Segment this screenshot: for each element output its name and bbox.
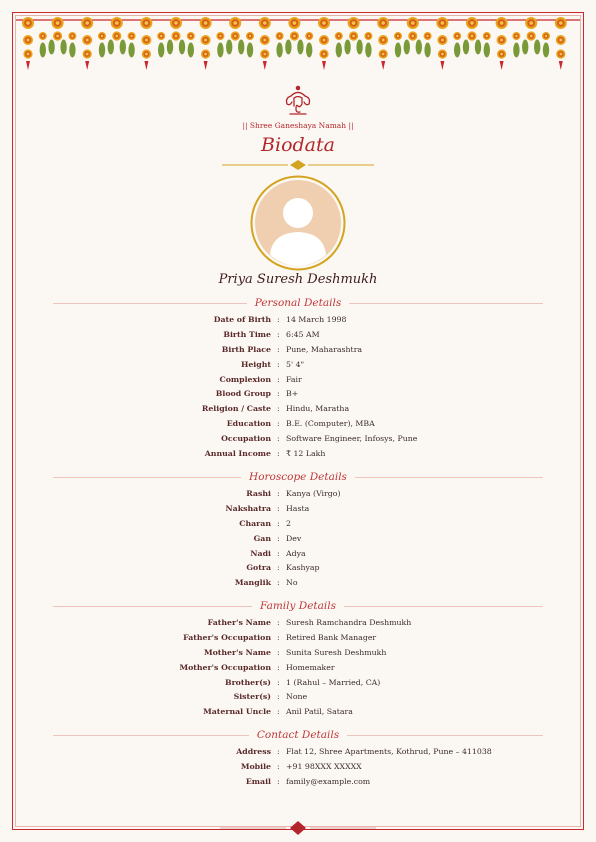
- marigold-flower: [467, 31, 476, 40]
- tassel-decoration: [500, 61, 504, 70]
- marigold-flower: [187, 32, 195, 40]
- marigold-flower: [53, 31, 62, 40]
- detail-value: Flat 12, Shree Apartments, Kothrud, Pune – 411038: [286, 747, 492, 756]
- marigold-flower: [497, 35, 507, 45]
- leaf-decoration: [522, 40, 528, 55]
- leaf-decoration: [179, 40, 185, 55]
- detail-row: [0, 487, 596, 502]
- marigold-flower: [260, 49, 269, 58]
- detail-label: Religion / Caste: [201, 404, 271, 414]
- tassel-decoration: [559, 61, 563, 70]
- detail-row: [0, 705, 596, 720]
- detail-row: [0, 532, 596, 547]
- leaf-decoration: [543, 43, 549, 58]
- detail-separator: :: [277, 548, 280, 558]
- section-header-0: [53, 296, 543, 310]
- detail-value: B+: [286, 389, 299, 399]
- detail-value: Adya: [286, 548, 306, 558]
- detail-separator: :: [277, 747, 280, 756]
- detail-separator: :: [277, 404, 280, 414]
- detail-row: [0, 631, 596, 646]
- detail-label: Father's Name: [207, 618, 271, 627]
- detail-value: Kanya (Virgo): [286, 489, 341, 498]
- detail-label: Mother's Name: [203, 647, 271, 657]
- detail-value: Hindu, Maratha: [286, 404, 350, 414]
- leaf-decoration: [69, 43, 75, 58]
- detail-row: [0, 616, 596, 631]
- detail-row: [0, 387, 596, 402]
- marigold-flower: [140, 17, 152, 29]
- detail-label: Education: [226, 419, 271, 429]
- marigold-flower: [290, 31, 299, 40]
- detail-value: 14 March 1998: [286, 315, 347, 324]
- leaf-decoration: [424, 43, 430, 58]
- section-rows-3: [0, 745, 596, 790]
- detail-row: [0, 576, 596, 591]
- detail-value: Homemaker: [286, 662, 335, 672]
- leaf-decoration: [48, 40, 54, 55]
- detail-label: Annual Income: [204, 449, 271, 459]
- detail-row: [0, 760, 596, 775]
- section-title: Family Details: [260, 600, 336, 612]
- section-header-3: [53, 728, 543, 742]
- detail-label: Brother(s): [224, 677, 271, 687]
- detail-value: Software Engineer, Infosys, Pune: [286, 434, 418, 444]
- leaf-decoration: [60, 40, 66, 55]
- leaf-decoration: [395, 43, 401, 58]
- section-header-1: [53, 470, 543, 484]
- marigold-flower: [83, 49, 92, 58]
- detail-row: [0, 358, 596, 373]
- marigold-flower: [319, 49, 328, 58]
- section-rule-right: [347, 735, 543, 736]
- tassel-decoration: [204, 61, 208, 70]
- detail-separator: :: [277, 761, 280, 771]
- marigold-flower: [556, 49, 565, 58]
- marigold-garland-decoration: [16, 14, 580, 74]
- detail-value: 1 (Rahul – Married, CA): [286, 677, 381, 687]
- leaf-decoration: [365, 43, 371, 58]
- marigold-flower: [497, 49, 506, 58]
- marigold-flower: [377, 17, 389, 29]
- detail-row: [0, 690, 596, 705]
- marigold-flower: [394, 32, 402, 40]
- leaf-decoration: [484, 43, 490, 58]
- detail-separator: :: [277, 662, 280, 672]
- detail-separator: :: [277, 329, 280, 339]
- detail-row: [0, 676, 596, 691]
- marigold-flower: [319, 35, 329, 45]
- detail-label: Gan: [253, 533, 271, 543]
- section-title: Personal Details: [254, 297, 342, 309]
- marigold-flower: [111, 17, 123, 29]
- leaf-decoration: [285, 40, 291, 55]
- detail-value: Fair: [286, 374, 302, 384]
- marigold-flower: [288, 17, 300, 29]
- marigold-flower: [128, 32, 136, 40]
- detail-row: [0, 547, 596, 562]
- marigold-flower: [229, 17, 241, 29]
- detail-separator: :: [277, 632, 280, 642]
- marigold-flower: [171, 31, 180, 40]
- detail-separator: :: [277, 578, 280, 588]
- marigold-flower: [527, 31, 536, 40]
- marigold-flower: [483, 32, 491, 40]
- leaf-decoration: [217, 43, 223, 58]
- detail-separator: :: [277, 344, 280, 354]
- marigold-flower: [68, 32, 76, 40]
- detail-row: [0, 517, 596, 532]
- marigold-flower: [170, 17, 182, 29]
- tassel-decoration: [26, 61, 30, 70]
- detail-row: [0, 432, 596, 447]
- detail-label: Blood Group: [215, 389, 271, 399]
- marigold-flower: [141, 35, 151, 45]
- leaf-decoration: [463, 40, 469, 55]
- ganesha-icon: [281, 84, 315, 118]
- leaf-decoration: [188, 43, 194, 58]
- marigold-flower: [216, 32, 224, 40]
- leaf-decoration: [158, 43, 164, 58]
- marigold-flower: [556, 35, 566, 45]
- leaf-decoration: [167, 40, 173, 55]
- marigold-flower: [364, 32, 372, 40]
- detail-value: B.E. (Computer), MBA: [286, 419, 375, 429]
- marigold-flower: [142, 49, 151, 58]
- marigold-flower: [438, 49, 447, 58]
- marigold-flower: [112, 31, 121, 40]
- detail-separator: :: [277, 449, 280, 459]
- detail-value: 6:45 AM: [286, 329, 320, 339]
- detail-value: Anil Patil, Satara: [286, 707, 353, 717]
- detail-label: Mother's Occupation: [179, 662, 271, 672]
- detail-value: Pune, Maharashtra: [286, 344, 363, 354]
- detail-label: Date of Birth: [213, 315, 271, 324]
- section-rule-right: [344, 606, 543, 607]
- leaf-decoration: [534, 40, 540, 55]
- leaf-decoration: [306, 43, 312, 58]
- mantra-text: || Shree Ganeshaya Namah ||: [242, 121, 354, 130]
- detail-label: Father's Occupation: [183, 632, 271, 642]
- marigold-flower: [436, 17, 448, 29]
- marigold-flower: [305, 32, 313, 40]
- detail-value: family@example.com: [286, 776, 371, 786]
- detail-separator: :: [277, 518, 280, 528]
- marigold-flower: [157, 32, 165, 40]
- detail-separator: :: [277, 419, 280, 429]
- marigold-flower: [408, 31, 417, 40]
- detail-label: Complexion: [219, 374, 271, 384]
- leaf-decoration: [344, 40, 350, 55]
- detail-row: [0, 313, 596, 328]
- leaf-decoration: [238, 40, 244, 55]
- marigold-flower: [246, 32, 254, 40]
- detail-row: [0, 417, 596, 432]
- marigold-flower: [379, 49, 388, 58]
- detail-row: [0, 343, 596, 358]
- section-rows-0: [0, 313, 596, 462]
- marigold-flower: [453, 32, 461, 40]
- detail-value: 2: [286, 518, 291, 528]
- detail-value: 5' 4": [286, 359, 305, 369]
- detail-separator: :: [277, 707, 280, 717]
- detail-value: None: [286, 692, 308, 702]
- detail-separator: :: [277, 489, 280, 498]
- marigold-flower: [276, 32, 284, 40]
- marigold-flower: [437, 35, 447, 45]
- detail-row: [0, 373, 596, 388]
- section-title: Contact Details: [256, 729, 340, 741]
- detail-label: Gotra: [246, 563, 271, 573]
- candidate-name: Priya Suresh Deshmukh: [218, 272, 378, 287]
- detail-label: Nadi: [250, 548, 271, 558]
- detail-value: ₹ 12 Lakh: [286, 449, 326, 459]
- marigold-flower: [201, 49, 210, 58]
- marigold-flower: [81, 17, 93, 29]
- marigold-flower: [98, 32, 106, 40]
- marigold-flower: [23, 49, 32, 58]
- marigold-flower: [512, 32, 520, 40]
- detail-separator: :: [277, 647, 280, 657]
- detail-row: [0, 447, 596, 462]
- title-divider-ornament: [222, 159, 374, 171]
- section-header-2: [53, 599, 543, 613]
- marigold-flower: [231, 31, 240, 40]
- detail-separator: :: [277, 533, 280, 543]
- section-rule-right: [355, 477, 543, 478]
- detail-label: Rashi: [246, 489, 271, 498]
- bottom-ornament: [220, 818, 376, 838]
- detail-value: Retired Bank Manager: [286, 632, 377, 642]
- marigold-flower: [318, 17, 330, 29]
- leaf-decoration: [108, 40, 114, 55]
- marigold-flower: [542, 32, 550, 40]
- detail-row: [0, 561, 596, 576]
- marigold-flower: [200, 17, 212, 29]
- detail-row: [0, 661, 596, 676]
- detail-separator: :: [277, 563, 280, 573]
- detail-row: [0, 402, 596, 417]
- leaf-decoration: [297, 40, 303, 55]
- detail-label: Birth Time: [223, 329, 271, 339]
- leaf-decoration: [276, 43, 282, 58]
- leaf-decoration: [128, 43, 134, 58]
- detail-label: Maternal Uncle: [203, 707, 271, 717]
- marigold-flower: [496, 17, 508, 29]
- leaf-decoration: [475, 40, 481, 55]
- marigold-flower: [82, 35, 92, 45]
- leaf-decoration: [99, 43, 105, 58]
- tassel-decoration: [263, 61, 267, 70]
- detail-separator: :: [277, 434, 280, 444]
- section-rows-2: [0, 616, 596, 720]
- detail-label: Mobile: [240, 761, 271, 771]
- detail-value: Dev: [286, 533, 302, 543]
- marigold-flower: [348, 17, 360, 29]
- tassel-decoration: [440, 61, 444, 70]
- detail-label: Email: [245, 776, 271, 786]
- detail-label: Address: [236, 747, 271, 756]
- leaf-decoration: [356, 40, 362, 55]
- detail-label: Charan: [239, 518, 271, 528]
- detail-separator: :: [277, 503, 280, 513]
- detail-label: Birth Place: [221, 344, 271, 354]
- leaf-decoration: [404, 40, 410, 55]
- detail-value: Hasta: [286, 503, 310, 513]
- marigold-flower: [349, 31, 358, 40]
- detail-separator: :: [277, 315, 280, 324]
- section-rows-1: [0, 487, 596, 591]
- detail-value: Suresh Ramchandra Deshmukh: [286, 618, 412, 627]
- leaf-decoration: [416, 40, 422, 55]
- marigold-flower: [466, 17, 478, 29]
- detail-row: [0, 775, 596, 790]
- detail-row: [0, 745, 596, 760]
- section-rule-right: [349, 303, 543, 304]
- tassel-decoration: [322, 61, 326, 70]
- detail-label: Occupation: [221, 434, 271, 444]
- detail-separator: :: [277, 618, 280, 627]
- leaf-decoration: [336, 43, 342, 58]
- detail-value: Kashyap: [286, 563, 320, 573]
- detail-value: +91 98XXX XXXXX: [286, 761, 362, 771]
- detail-separator: :: [277, 692, 280, 702]
- leaf-decoration: [454, 43, 460, 58]
- detail-value: Sunita Suresh Deshmukh: [286, 647, 387, 657]
- marigold-flower: [201, 35, 211, 45]
- marigold-flower: [424, 32, 432, 40]
- detail-label: Manglik: [234, 578, 271, 588]
- marigold-flower: [260, 35, 270, 45]
- leaf-decoration: [247, 43, 253, 58]
- marigold-flower: [23, 35, 33, 45]
- marigold-flower: [378, 35, 388, 45]
- detail-value: No: [286, 578, 298, 588]
- marigold-flower: [525, 17, 537, 29]
- marigold-flower: [407, 17, 419, 29]
- detail-label: Nakshatra: [225, 503, 271, 513]
- marigold-flower: [555, 17, 567, 29]
- detail-label: Sister(s): [233, 692, 271, 702]
- marigold-flower: [39, 32, 47, 40]
- leaf-decoration: [513, 43, 519, 58]
- detail-separator: :: [277, 677, 280, 687]
- detail-label: Height: [240, 359, 271, 369]
- leaf-decoration: [40, 43, 46, 58]
- detail-separator: :: [277, 374, 280, 384]
- detail-separator: :: [277, 359, 280, 369]
- marigold-flower: [335, 32, 343, 40]
- marigold-flower: [52, 17, 64, 29]
- tassel-decoration: [85, 61, 89, 70]
- leaf-decoration: [226, 40, 232, 55]
- section-title: Horoscope Details: [249, 471, 347, 483]
- detail-row: [0, 328, 596, 343]
- profile-photo-placeholder: [250, 175, 346, 271]
- detail-row: [0, 502, 596, 517]
- detail-separator: :: [277, 389, 280, 399]
- marigold-flower: [22, 17, 34, 29]
- detail-row: [0, 646, 596, 661]
- tassel-decoration: [144, 61, 148, 70]
- leaf-decoration: [120, 40, 126, 55]
- tassel-decoration: [381, 61, 385, 70]
- marigold-flower: [259, 17, 271, 29]
- page-title: Biodata: [261, 134, 335, 156]
- detail-separator: :: [277, 776, 280, 786]
